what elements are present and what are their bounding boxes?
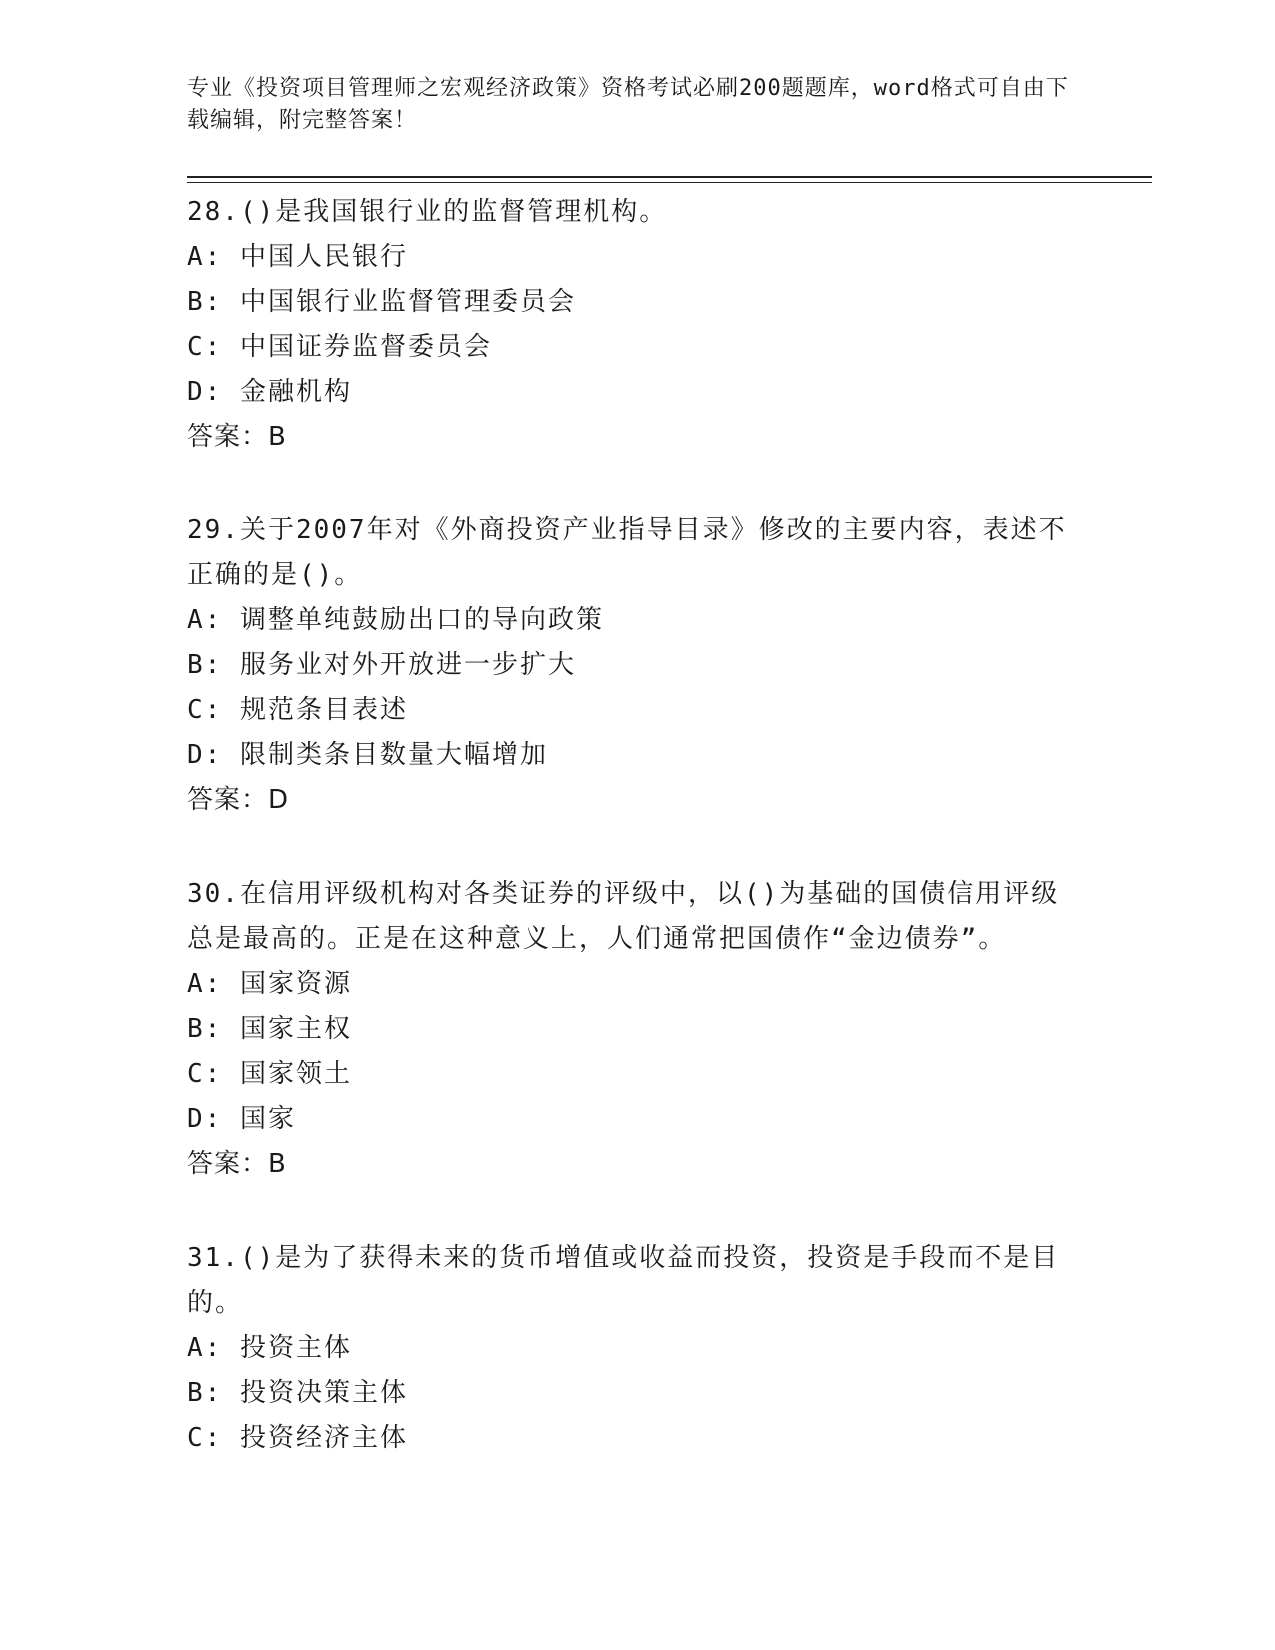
option-b: B: 服务业对外开放进一步扩大 (187, 650, 576, 680)
option-d: D: 金融机构 (187, 377, 352, 407)
option-a: A: 调整单纯鼓励出口的导向政策 (187, 605, 604, 635)
option-d: D: 限制类条目数量大幅增加 (187, 740, 548, 770)
answer: 答案：D (187, 785, 290, 815)
option-a: A: 国家资源 (187, 969, 352, 999)
document-header: 专业《投资项目管理师之宏观经济政策》资格考试必刷200题题库，word格式可自由下载编辑，附完整答案！ (187, 76, 1069, 133)
option-c: C: 中国证券监督委员会 (187, 332, 492, 362)
option-c: C: 规范条目表述 (187, 695, 408, 725)
question-stem: 30.在信用评级机构对各类证券的评级中，以()为基础的国债信用评级总是最高的。正是在这种意义上，人们通常把国债作“金边债券”。 (187, 879, 1060, 954)
header-divider (187, 176, 1152, 178)
option-b: B: 中国银行业监督管理委员会 (187, 287, 576, 317)
option-b: B: 投资决策主体 (187, 1378, 408, 1408)
option-b: B: 国家主权 (187, 1014, 352, 1044)
question-stem: 29.关于2007年对《外商投资产业指导目录》修改的主要内容，表述不正确的是()。 (187, 515, 1067, 590)
answer: 答案：B (187, 422, 287, 452)
option-c: C: 投资经济主体 (187, 1423, 408, 1453)
header-divider-thin (187, 182, 1152, 183)
option-d: D: 国家 (187, 1104, 296, 1134)
question-28 (187, 190, 1087, 460)
option-a: A: 中国人民银行 (187, 242, 408, 272)
option-a: A: 投资主体 (187, 1333, 352, 1363)
question-stem: 28.()是我国银行业的监督管理机构。 (187, 197, 668, 227)
option-c: C: 国家领土 (187, 1059, 352, 1089)
question-stem: 31.()是为了获得未来的货币增值或收益而投资，投资是手段而不是目的。 (187, 1243, 1060, 1318)
answer: 答案：B (187, 1149, 287, 1179)
question-30 (187, 872, 1087, 1187)
question-29 (187, 508, 1087, 823)
question-31 (187, 1236, 1087, 1461)
